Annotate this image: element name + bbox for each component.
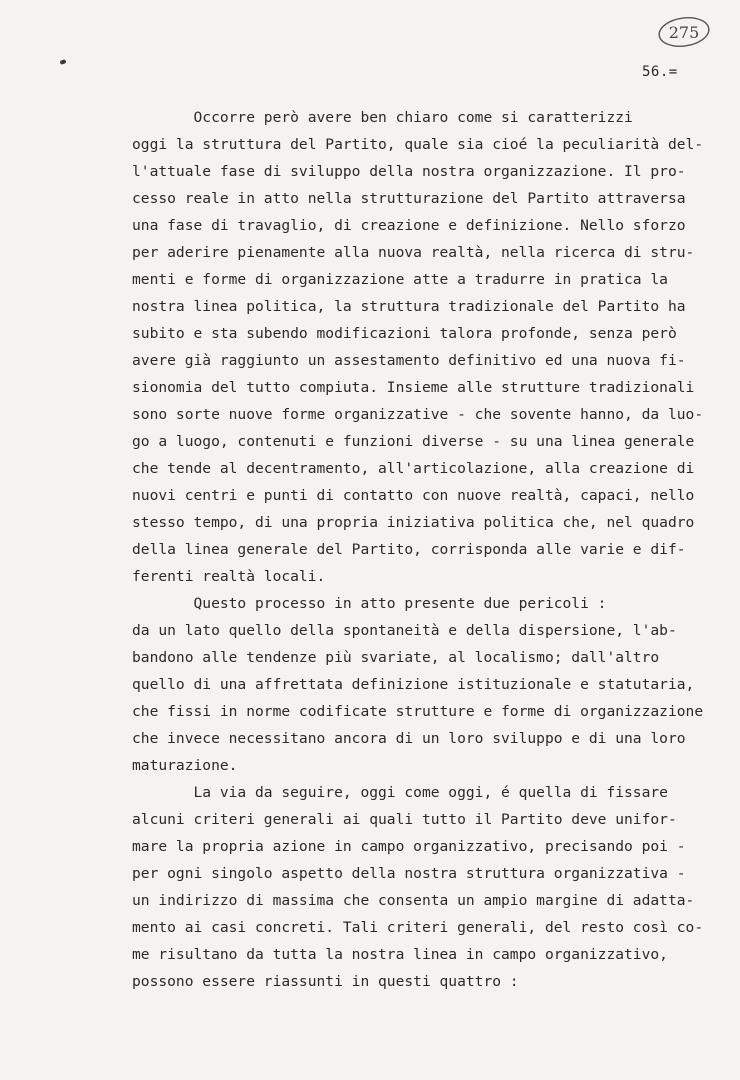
text-line: nostra linea politica, la struttura tradizionale del Partito ha bbox=[132, 298, 686, 315]
text-line: La via da seguire, oggi come oggi, é quella di fissare bbox=[132, 784, 668, 801]
text-line: me risultano da tutta la nostra linea in campo organizzativo, bbox=[132, 946, 668, 963]
paragraph bbox=[132, 590, 717, 779]
archive-stamp-number: 275 bbox=[668, 23, 700, 42]
text-line: menti e forme di organizzazione atte a tradurre in pratica la bbox=[132, 271, 668, 288]
text-line: un indirizzo di massima che consenta un ampio margine di adatta- bbox=[132, 892, 695, 909]
text-line: ferenti realtà locali. bbox=[132, 568, 326, 585]
text-line: nuovi centri e punti di contatto con nuove realtà, capaci, nello bbox=[132, 487, 695, 504]
text-line: Questo processo in atto presente due pericoli : bbox=[132, 595, 607, 612]
text-line: che tende al decentramento, all'articolazione, alla creazione di bbox=[132, 460, 695, 477]
text-line: l'attuale fase di sviluppo della nostra organizzazione. Il pro- bbox=[132, 163, 686, 180]
text-line: sono sorte nuove forme organizzative - che sovente hanno, da luo- bbox=[132, 406, 704, 423]
archive-stamp-graphic bbox=[656, 14, 712, 50]
text-line: sionomia del tutto compiuta. Insieme alle strutture tradizionali bbox=[132, 379, 695, 396]
text-line: avere già raggiunto un assestamento definitivo ed una nuova fi- bbox=[132, 352, 686, 369]
text-line: cesso reale in atto nella strutturazione del Partito attraversa bbox=[132, 190, 686, 207]
text-line: mento ai casi concreti. Tali criteri generali, del resto così co- bbox=[132, 919, 704, 936]
paragraph bbox=[132, 779, 717, 995]
text-line: bandono alle tendenze più svariate, al localismo; dall'altro bbox=[132, 649, 660, 666]
text-line: alcuni criteri generali ai quali tutto il Partito deve unifor- bbox=[132, 811, 677, 828]
archive-stamp bbox=[656, 14, 712, 50]
page-number: 56.= bbox=[642, 64, 678, 80]
ink-mark bbox=[59, 59, 66, 65]
text-line: oggi la struttura del Partito, quale sia cioé la peculiarità del- bbox=[132, 136, 704, 153]
text-line: go a luogo, contenuti e funzioni diverse - su una linea generale bbox=[132, 433, 695, 450]
text-line: Occorre però avere ben chiaro come si caratterizzi bbox=[132, 109, 633, 126]
text-line: possono essere riassunti in questi quattro : bbox=[132, 973, 519, 990]
text-line: per aderire pienamente alla nuova realtà, nella ricerca di stru- bbox=[132, 244, 695, 261]
text-line: per ogni singolo aspetto della nostra struttura organizzativa - bbox=[132, 865, 686, 882]
text-line: da un lato quello della spontaneità e della dispersione, l'ab- bbox=[132, 622, 677, 639]
text-line: una fase di travaglio, di creazione e definizione. Nello sforzo bbox=[132, 217, 686, 234]
text-line: mare la propria azione in campo organizzativo, precisando poi - bbox=[132, 838, 686, 855]
text-line: della linea generale del Partito, corrisponda alle varie e dif- bbox=[132, 541, 686, 558]
body-text bbox=[132, 104, 717, 995]
text-line: maturazione. bbox=[132, 757, 238, 774]
paragraph bbox=[132, 104, 717, 590]
text-line: quello di una affrettata definizione istituzionale e statutaria, bbox=[132, 676, 695, 693]
text-line: subito e sta subendo modificazioni talora profonde, senza però bbox=[132, 325, 677, 342]
text-line: che invece necessitano ancora di un loro sviluppo e di una loro bbox=[132, 730, 686, 747]
text-line: stesso tempo, di una propria iniziativa politica che, nel quadro bbox=[132, 514, 695, 531]
text-line: che fissi in norme codificate strutture e forme di organizzazione bbox=[132, 703, 704, 720]
